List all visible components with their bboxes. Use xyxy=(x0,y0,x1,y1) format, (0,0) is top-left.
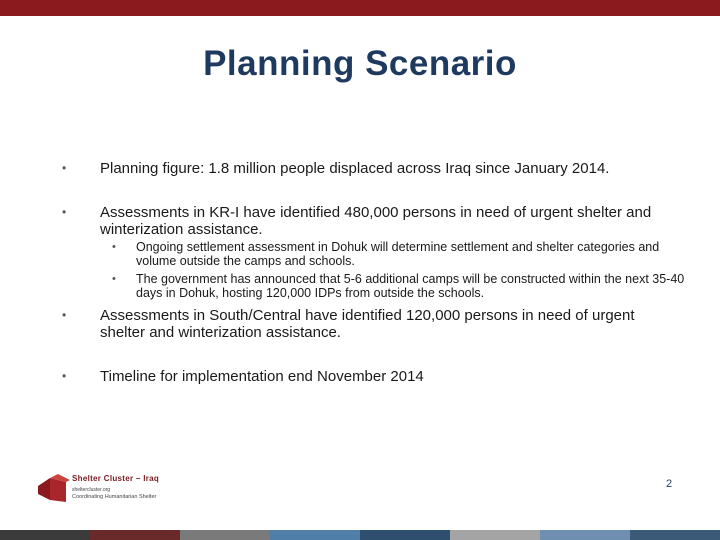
bottom-bar-segment xyxy=(0,530,90,540)
bottom-bar-segment xyxy=(360,530,450,540)
bullet-text: Assessments in South/Central have identified 120,000 persons in need of urgent shelter and winterization assistance. xyxy=(100,307,635,341)
bullet-icon: • xyxy=(62,161,67,175)
bullet-text: Assessments in KR-I have identified 480,000 persons in need of urgent shelter and winterization assistance. xyxy=(100,204,652,238)
footer-url: sheltercluster.org xyxy=(72,487,111,493)
bullet-item xyxy=(62,368,424,385)
footer-tagline: Coordinating Humanitarian Shelter xyxy=(72,494,157,500)
bullet-item xyxy=(62,307,662,341)
shelter-cluster-logo-icon xyxy=(36,472,72,504)
bullet-icon: • xyxy=(62,205,67,219)
top-accent-bar xyxy=(0,0,720,16)
slide-title: Planning Scenario xyxy=(203,44,517,83)
sub-bullet-item xyxy=(112,272,696,300)
bottom-bar-segment xyxy=(180,530,270,540)
bullet-icon: • xyxy=(112,241,116,253)
bullet-text: Planning figure: 1.8 million people displaced across Iraq since January 2014. xyxy=(100,160,610,177)
sub-bullet-item xyxy=(112,240,696,268)
bottom-bar-segment xyxy=(450,530,540,540)
bullet-item xyxy=(62,160,609,177)
bullet-icon: • xyxy=(62,308,67,322)
bottom-bar-segment xyxy=(90,530,180,540)
bullet-icon: • xyxy=(112,273,116,285)
bullet-item xyxy=(62,204,662,238)
bottom-bar-segment xyxy=(270,530,360,540)
sub-bullet-text: The government has announced that 5-6 additional camps will be constructed within the next 35-40 days in Dohuk, hosting 120,000 IDPs from outside the schools. xyxy=(136,272,685,300)
page-number: 2 xyxy=(666,478,673,490)
sub-bullet-text: Ongoing settlement assessment in Dohuk will determine settlement and shelter categories and volume outside the camps and schools. xyxy=(136,240,660,268)
bullet-text: Timeline for implementation end November 2014 xyxy=(100,368,424,385)
bottom-bar-segment xyxy=(540,530,630,540)
bottom-bar-segment xyxy=(630,530,720,540)
footer-branding xyxy=(72,474,159,500)
bullet-icon: • xyxy=(62,369,67,383)
footer-org-name: Shelter Cluster – Iraq xyxy=(72,474,160,483)
bottom-color-bar xyxy=(0,530,720,540)
